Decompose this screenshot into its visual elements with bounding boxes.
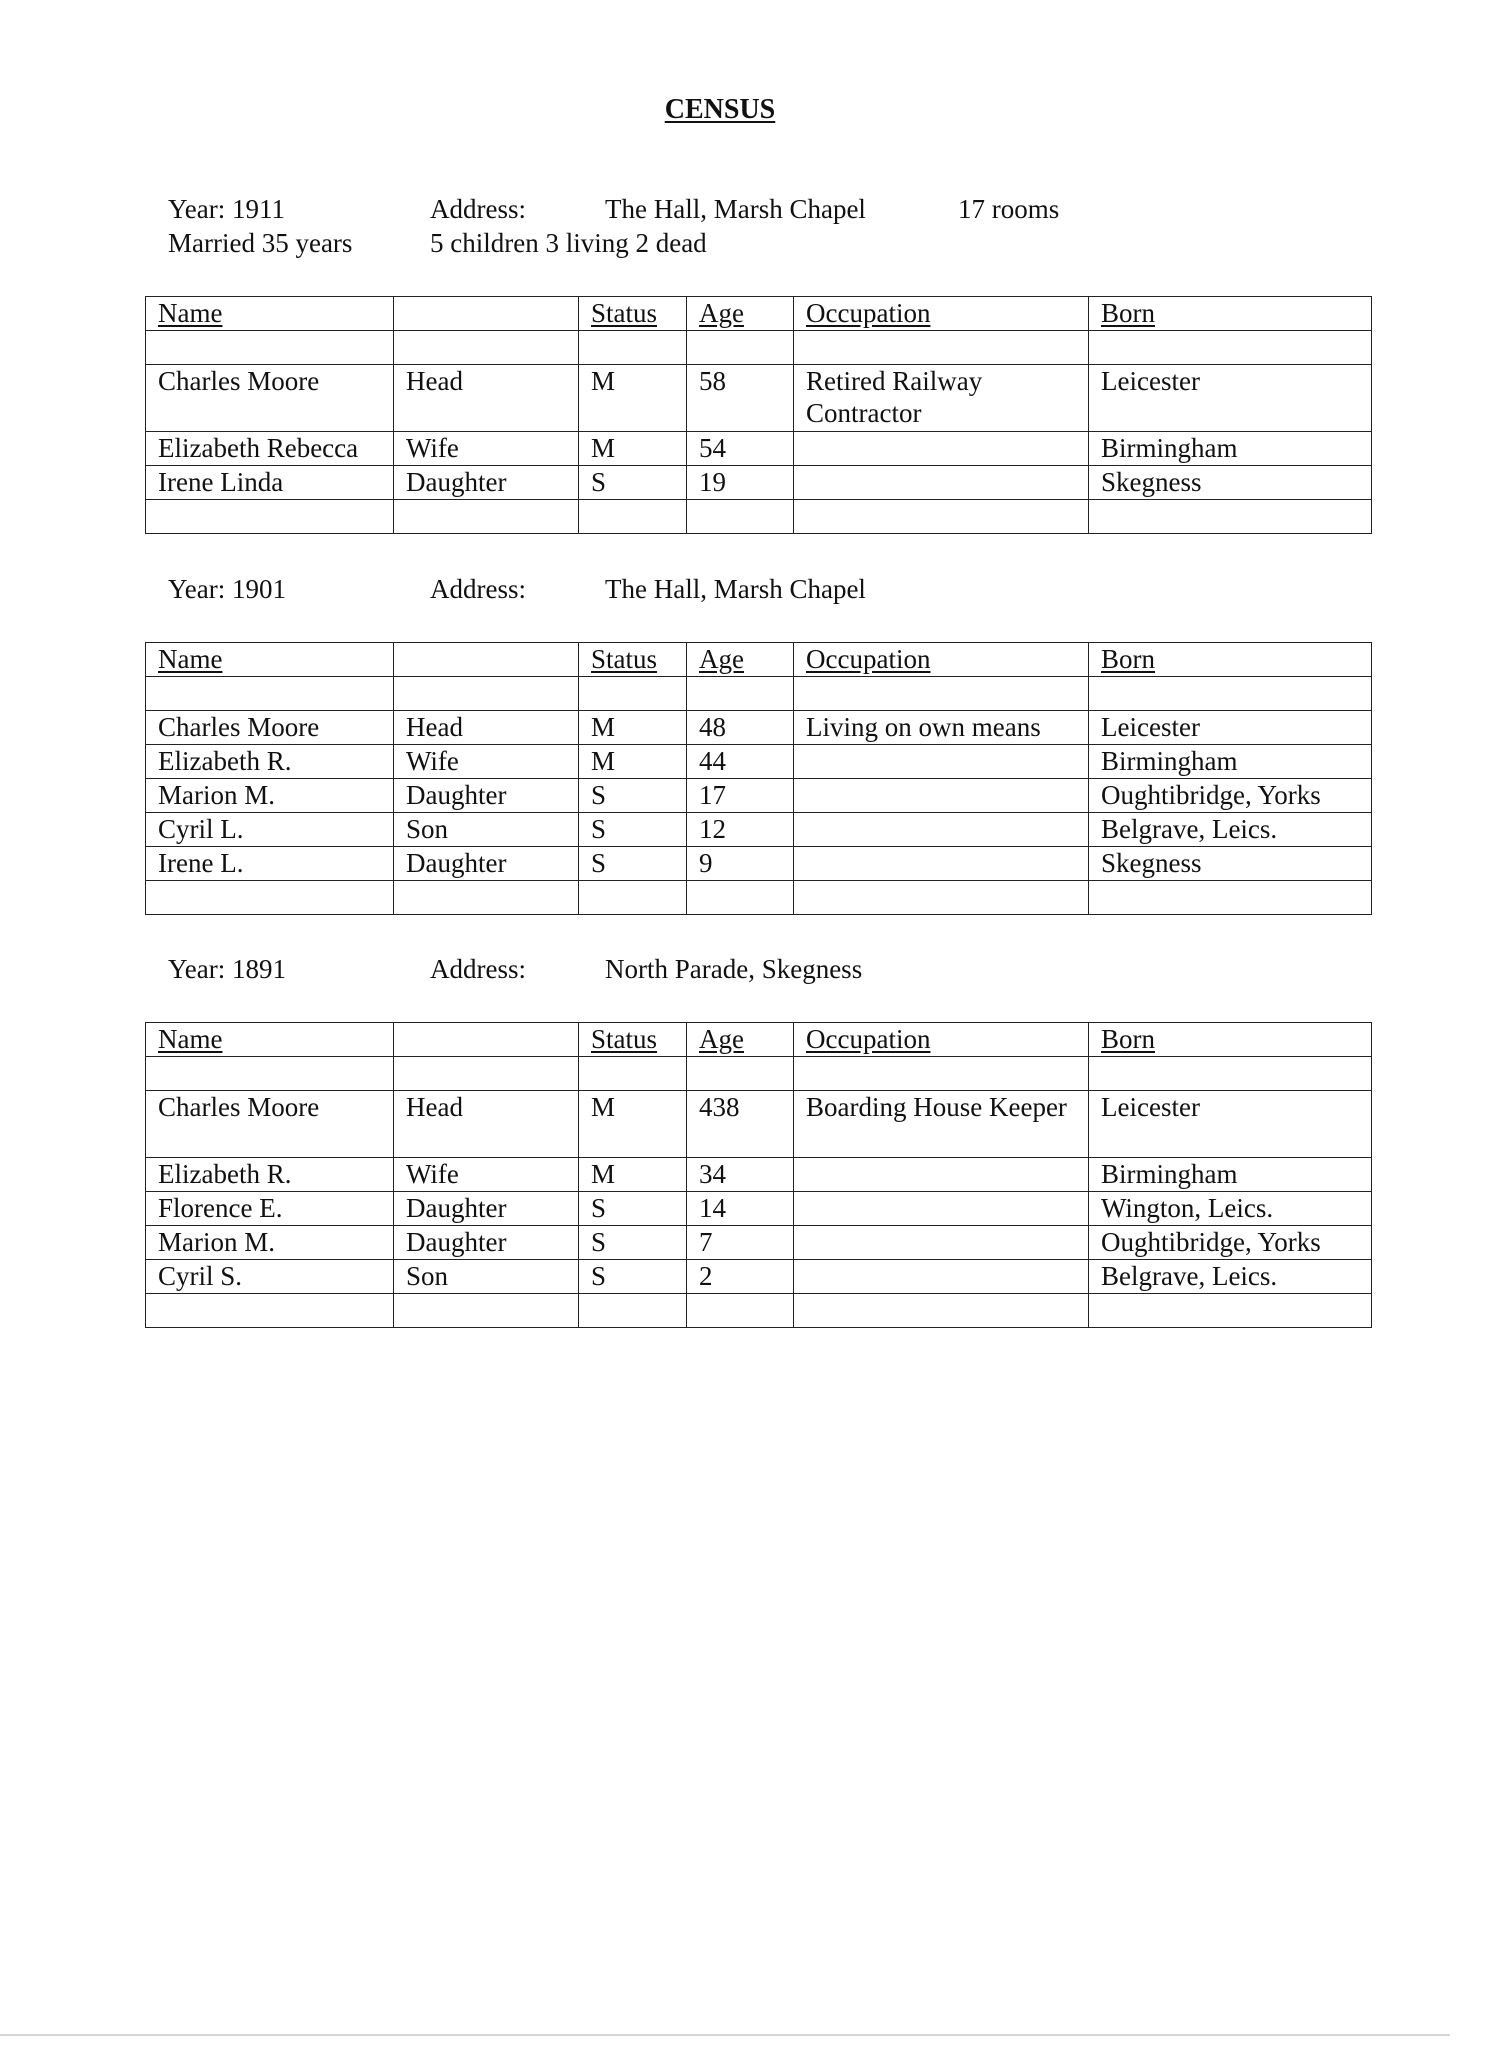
empty-cell [1089, 1057, 1372, 1091]
address-value: The Hall, Marsh Chapel [605, 574, 866, 604]
table-row [146, 432, 1372, 466]
empty-cell [579, 1057, 687, 1091]
empty-cell [1089, 500, 1372, 534]
cell-age: 2 [687, 1260, 794, 1294]
empty-cell [1089, 331, 1372, 365]
column-header-name [146, 1023, 394, 1057]
header-row [146, 1023, 1372, 1057]
column-header-status [579, 643, 687, 677]
cell-status: S [579, 1192, 687, 1226]
cell-age: 19 [687, 466, 794, 500]
census-table-1901 [145, 642, 1372, 915]
table-row [146, 365, 1372, 432]
empty-cell [579, 331, 687, 365]
cell-relation: Son [394, 1260, 579, 1294]
empty-cell [1089, 1294, 1372, 1328]
empty-cell [146, 881, 394, 915]
address-value: North Parade, Skegness [605, 954, 863, 984]
column-header-status [579, 1023, 687, 1057]
blank-row [146, 1057, 1372, 1091]
empty-cell [794, 1057, 1089, 1091]
header-label: Born [1101, 1024, 1155, 1054]
header-label: Occupation [806, 298, 931, 328]
address-label: Address: [430, 954, 526, 984]
document-title: CENSUS [664, 94, 776, 125]
cell-relation: Wife [394, 1158, 579, 1192]
address-label: Address: [430, 574, 526, 604]
blank-row [146, 1294, 1372, 1328]
blank-row [146, 881, 1372, 915]
rooms-value: 17 rooms [958, 194, 1060, 224]
cell-born: Oughtibridge, Yorks [1089, 1226, 1372, 1260]
blank-row [146, 677, 1372, 711]
cell-relation: Wife [394, 432, 579, 466]
empty-cell [394, 881, 579, 915]
cell-status: M [579, 1091, 687, 1158]
empty-cell [394, 677, 579, 711]
cell-occupation [794, 1192, 1089, 1226]
cell-occupation: Retired Railway Contractor [794, 365, 1089, 432]
column-header-born [1089, 297, 1372, 331]
cell-age: 7 [687, 1226, 794, 1260]
column-header-name [146, 297, 394, 331]
column-header-status [579, 297, 687, 331]
cell-occupation [794, 847, 1089, 881]
cell-name: Elizabeth R. [146, 745, 394, 779]
cell-name: Marion M. [146, 779, 394, 813]
table-row [146, 779, 1372, 813]
cell-status: S [579, 1260, 687, 1294]
header-label: Status [591, 644, 658, 674]
empty-cell [579, 677, 687, 711]
cell-relation: Head [394, 711, 579, 745]
table-row [146, 1158, 1372, 1192]
column-header-relation [394, 643, 579, 677]
cell-occupation [794, 466, 1089, 500]
cell-age: 9 [687, 847, 794, 881]
cell-name: Marion M. [146, 1226, 394, 1260]
empty-cell [579, 1294, 687, 1328]
table-row [146, 1192, 1372, 1226]
cell-occupation [794, 1158, 1089, 1192]
cell-status: M [579, 711, 687, 745]
empty-cell [579, 500, 687, 534]
cell-relation: Son [394, 813, 579, 847]
cell-born: Belgrave, Leics. [1089, 1260, 1372, 1294]
cell-born: Birmingham [1089, 745, 1372, 779]
cell-born: Belgrave, Leics. [1089, 813, 1372, 847]
cell-born: Birmingham [1089, 432, 1372, 466]
empty-cell [687, 331, 794, 365]
census-1901-info [0, 574, 1488, 606]
column-header-age [687, 643, 794, 677]
cell-age: 438 [687, 1091, 794, 1158]
census-table-1911 [145, 296, 1372, 534]
table-row [146, 745, 1372, 779]
header-label: Name [158, 644, 223, 674]
blank-row [146, 331, 1372, 365]
empty-cell [146, 331, 394, 365]
cell-status: M [579, 432, 687, 466]
census-table-1891 [145, 1022, 1372, 1328]
table-row [146, 813, 1372, 847]
table-row [146, 466, 1372, 500]
cell-status: M [579, 1158, 687, 1192]
cell-born: Oughtibridge, Yorks [1089, 779, 1372, 813]
column-header-age [687, 297, 794, 331]
header-label: Occupation [806, 644, 931, 674]
cell-age: 14 [687, 1192, 794, 1226]
column-header-relation [394, 1023, 579, 1057]
blank-row [146, 500, 1372, 534]
cell-age: 17 [687, 779, 794, 813]
header-row [146, 643, 1372, 677]
address-value: The Hall, Marsh Chapel [605, 194, 866, 224]
married-years: Married 35 years [168, 228, 353, 258]
empty-cell [146, 1057, 394, 1091]
empty-cell [394, 1057, 579, 1091]
cell-occupation [794, 432, 1089, 466]
cell-born: Birmingham [1089, 1158, 1372, 1192]
empty-cell [687, 677, 794, 711]
cell-age: 48 [687, 711, 794, 745]
column-header-name [146, 643, 394, 677]
header-label: Name [158, 1024, 223, 1054]
census-1911-info [0, 194, 1488, 226]
cell-relation: Wife [394, 745, 579, 779]
cell-born: Skegness [1089, 466, 1372, 500]
empty-cell [1089, 677, 1372, 711]
header-label: Born [1101, 298, 1155, 328]
column-header-relation [394, 297, 579, 331]
year-label: Year: 1891 [168, 954, 287, 984]
cell-occupation [794, 779, 1089, 813]
table-row [146, 847, 1372, 881]
table-row [146, 1226, 1372, 1260]
cell-name: Charles Moore [146, 1091, 394, 1158]
header-label: Age [699, 644, 744, 674]
header-row [146, 297, 1372, 331]
cell-status: S [579, 779, 687, 813]
cell-status: M [579, 745, 687, 779]
empty-cell [146, 677, 394, 711]
empty-cell [794, 881, 1089, 915]
empty-cell [394, 500, 579, 534]
column-header-occupation [794, 643, 1089, 677]
empty-cell [794, 677, 1089, 711]
cell-born: Leicester [1089, 711, 1372, 745]
cell-status: M [579, 365, 687, 432]
cell-relation: Daughter [394, 1192, 579, 1226]
header-label: Born [1101, 644, 1155, 674]
table-row [146, 1091, 1372, 1158]
header-label: Occupation [806, 1024, 931, 1054]
cell-relation: Head [394, 1091, 579, 1158]
header-label: Status [591, 1024, 658, 1054]
cell-name: Irene Linda [146, 466, 394, 500]
census-1891-info [0, 954, 1488, 986]
cell-relation: Daughter [394, 466, 579, 500]
cell-age: 58 [687, 365, 794, 432]
column-header-born [1089, 643, 1372, 677]
cell-occupation [794, 745, 1089, 779]
census-1911-info-2 [0, 228, 1488, 260]
cell-occupation [794, 1226, 1089, 1260]
cell-relation: Head [394, 365, 579, 432]
year-label: Year: 1911 [168, 194, 286, 224]
empty-cell [794, 500, 1089, 534]
year-label: Year: 1901 [168, 574, 287, 604]
column-header-occupation [794, 1023, 1089, 1057]
cell-relation: Daughter [394, 779, 579, 813]
table-row [146, 1260, 1372, 1294]
empty-cell [1089, 881, 1372, 915]
cell-name: Cyril S. [146, 1260, 394, 1294]
column-header-occupation [794, 297, 1089, 331]
header-label: Name [158, 298, 223, 328]
empty-cell [687, 500, 794, 534]
cell-name: Florence E. [146, 1192, 394, 1226]
cell-age: 34 [687, 1158, 794, 1192]
empty-cell [794, 1294, 1089, 1328]
cell-relation: Daughter [394, 1226, 579, 1260]
column-header-born [1089, 1023, 1372, 1057]
cell-born: Leicester [1089, 365, 1372, 432]
column-header-age [687, 1023, 794, 1057]
empty-cell [394, 1294, 579, 1328]
cell-name: Charles Moore [146, 365, 394, 432]
cell-born: Skegness [1089, 847, 1372, 881]
header-label: Age [699, 298, 744, 328]
empty-cell [687, 1057, 794, 1091]
cell-name: Elizabeth Rebecca [146, 432, 394, 466]
header-label: Age [699, 1024, 744, 1054]
cell-name: Elizabeth R. [146, 1158, 394, 1192]
empty-cell [794, 331, 1089, 365]
empty-cell [394, 331, 579, 365]
cell-occupation: Living on own means [794, 711, 1089, 745]
cell-born: Leicester [1089, 1091, 1372, 1158]
cell-status: S [579, 466, 687, 500]
empty-cell [146, 1294, 394, 1328]
cell-status: S [579, 1226, 687, 1260]
empty-cell [687, 1294, 794, 1328]
cell-relation: Daughter [394, 847, 579, 881]
cell-name: Charles Moore [146, 711, 394, 745]
cell-age: 12 [687, 813, 794, 847]
cell-occupation [794, 813, 1089, 847]
cell-occupation: Boarding House Keeper [794, 1091, 1089, 1158]
table-row [146, 711, 1372, 745]
cell-status: S [579, 847, 687, 881]
cell-age: 54 [687, 432, 794, 466]
empty-cell [146, 500, 394, 534]
cell-age: 44 [687, 745, 794, 779]
cell-status: S [579, 813, 687, 847]
header-label: Status [591, 298, 658, 328]
address-label: Address: [430, 194, 526, 224]
cell-born: Wington, Leics. [1089, 1192, 1372, 1226]
cell-occupation [794, 1260, 1089, 1294]
cell-name: Cyril L. [146, 813, 394, 847]
children-count: 5 children 3 living 2 dead [430, 228, 707, 258]
empty-cell [579, 881, 687, 915]
cell-name: Irene L. [146, 847, 394, 881]
scan-edge-line [0, 2034, 1450, 2036]
empty-cell [687, 881, 794, 915]
